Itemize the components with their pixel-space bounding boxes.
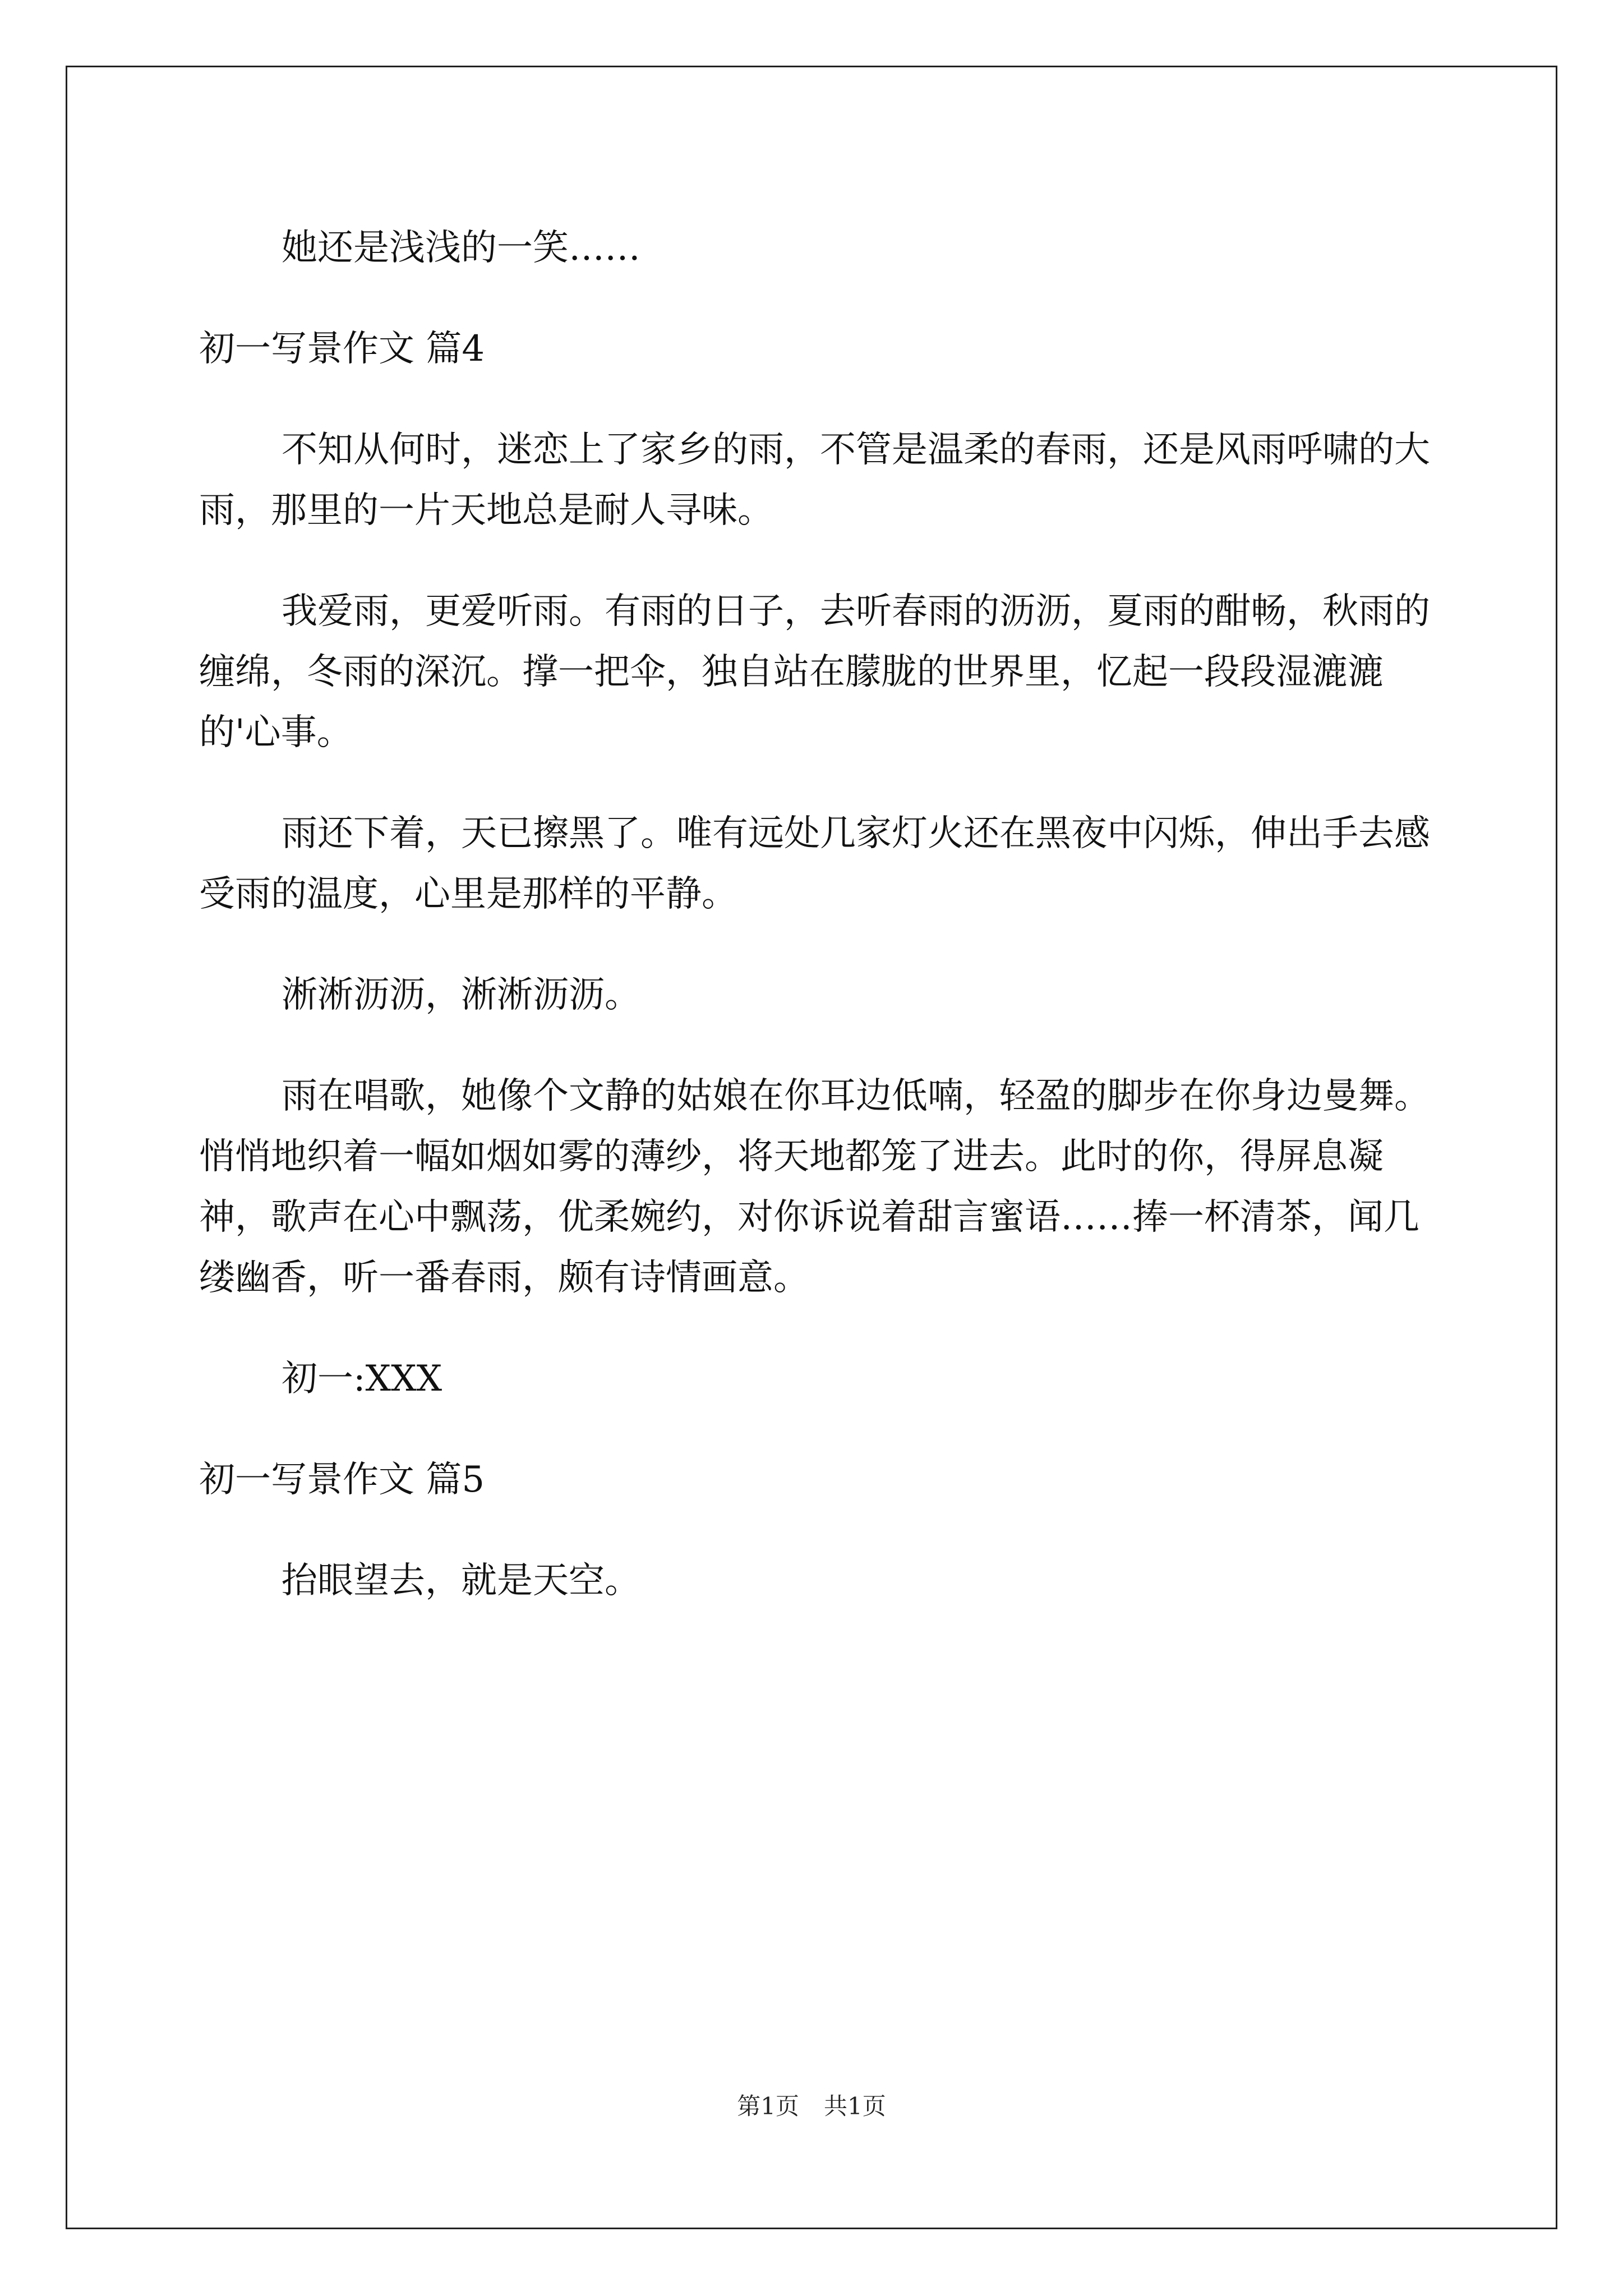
page-number: 第1页: [737, 2092, 799, 2120]
page-footer: [0, 2090, 1623, 2123]
document-body: [199, 218, 1433, 1651]
paragraph: 淅淅沥沥，淅淅沥沥。: [282, 974, 640, 1016]
section-heading: 初一写景作文 篇5: [199, 1459, 485, 1501]
paragraph: 我爱雨，更爱听雨。有雨的日子，去听春雨的沥沥，夏雨的酣畅，秋雨的缠绵，冬雨的深沉。撑一把伞，独自站在朦胧的世界里，忆起一段段湿漉漉的'心事。: [199, 591, 1430, 753]
paragraph: 抬眼望去，就是天空。: [282, 1560, 640, 1602]
section-heading: 初一写景作文 篇4: [199, 328, 485, 370]
paragraph: 雨还下着，天已擦黑了。唯有远处几家灯火还在黑夜中闪烁，伸出手去感受雨的温度，心里是那样的平静。: [199, 813, 1430, 915]
paragraph: 初一:XXX: [282, 1358, 442, 1400]
page-total: 共1页: [824, 2092, 886, 2120]
paragraph: 她还是浅浅的一笑……: [282, 227, 640, 269]
paragraph: 雨在唱歌，她像个文静的姑娘在你耳边低喃，轻盈的脚步在你身边曼舞。悄悄地织着一幅如烟如雾的薄纱，将天地都笼了进去。此时的你，得屏息凝神，歌声在心中飘荡，优柔婉约，对你诉说着甜言蜜语……捧一杯清茶，闻几缕幽香，听一番春雨，颇有诗情画意。: [199, 1075, 1430, 1299]
paragraph: 不知从何时，迷恋上了家乡的雨，不管是温柔的春雨，还是风雨呼啸的大雨，那里的一片天地总是耐人寻味。: [199, 429, 1430, 531]
